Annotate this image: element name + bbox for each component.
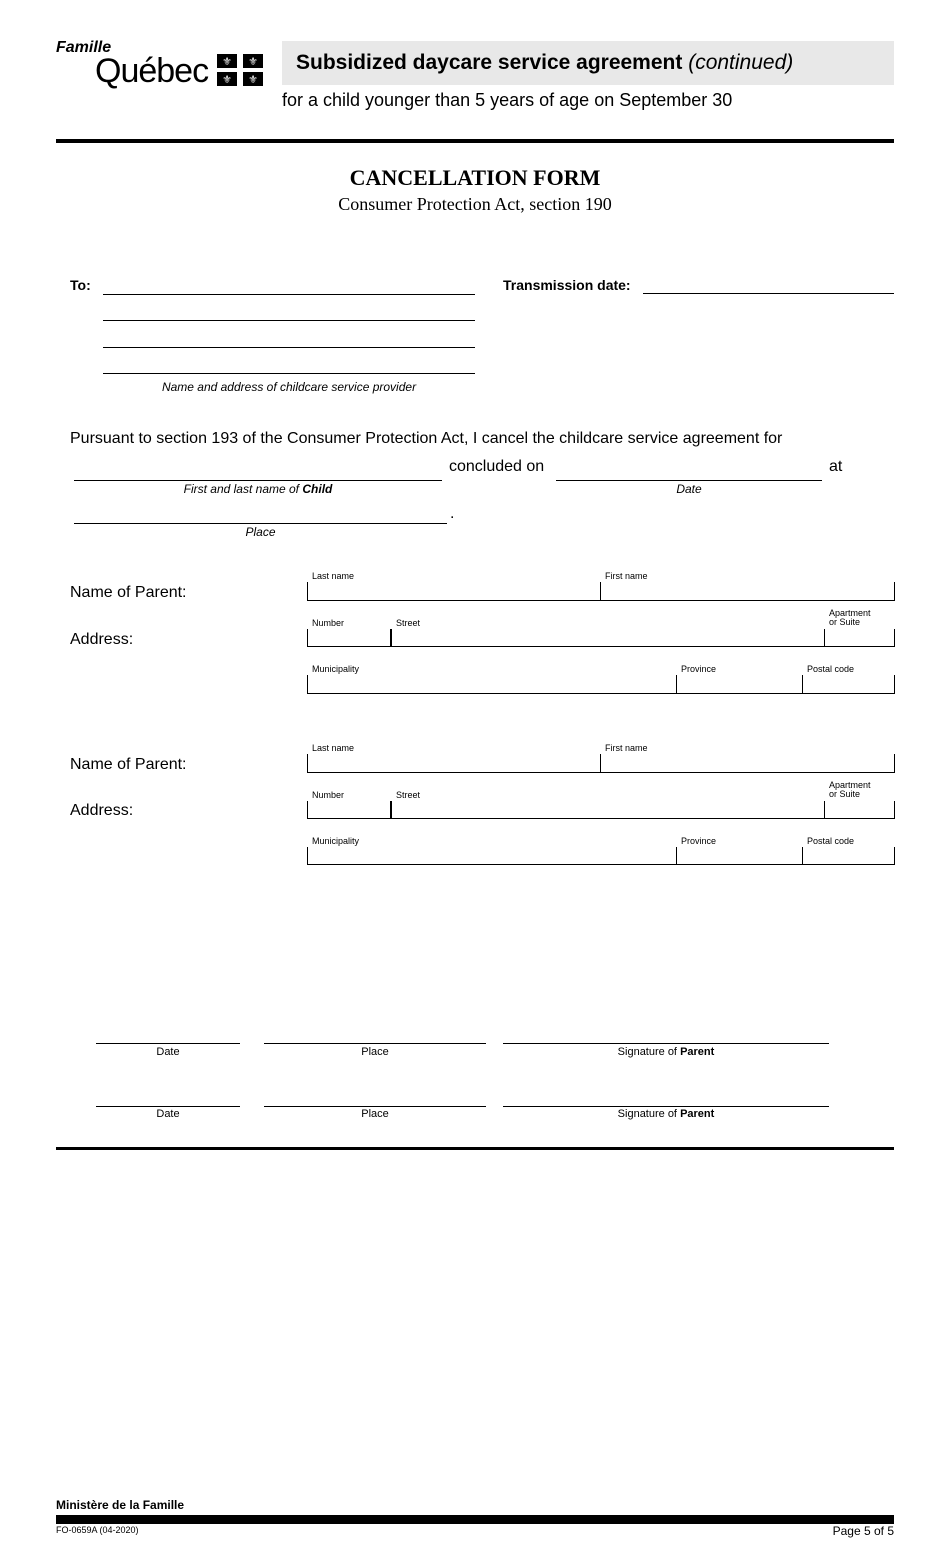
child-name-field[interactable] [74,480,442,481]
parent-signature-field[interactable] [503,1043,829,1044]
signature-date-label: Date [156,1046,180,1058]
child-caption-prefix: First and last name of [183,482,300,496]
number-label: Number [312,618,345,628]
header-title [296,51,793,75]
place-field[interactable] [74,523,447,524]
apartment-field[interactable] [824,801,895,819]
signature-date-field[interactable] [96,1106,240,1107]
child-name-caption [74,482,442,496]
svg-text:⚜: ⚜ [222,73,232,86]
province-label: Province [681,836,717,846]
period-text: . [450,505,455,522]
parent-signature-field[interactable] [503,1106,829,1107]
provider-address-field-2[interactable] [103,347,475,348]
pursuant-text: Pursuant to section 193 of the Consumer Protection Act, I cancel the childcare service agreement for [70,430,783,447]
svg-text:⚜: ⚜ [248,55,258,68]
place-caption: Place [245,525,276,539]
footer-bar [56,1515,894,1524]
provider-address-field-1[interactable] [103,320,475,321]
parent-name-label: Name of Parent: [70,584,187,601]
svg-text:⚜: ⚜ [248,73,258,86]
apartment-label [829,781,871,799]
footer-page-number: Page 5 of 5 [832,1524,894,1538]
province-label: Province [681,664,717,674]
apartment-field[interactable] [824,629,895,647]
form-subtitle: Consumer Protection Act, section 190 [338,194,612,214]
header-title-suffix: (continued) [688,51,794,74]
provider-address-field-3[interactable] [103,373,475,374]
top-divider [56,139,894,143]
address-label: Address: [70,802,134,819]
apartment-label-line1: Apartment [829,608,871,618]
municipality-label: Municipality [312,664,360,674]
bottom-divider [56,1147,894,1150]
province-field[interactable] [676,675,803,694]
first-name-label: First name [605,571,648,581]
signature-date-field[interactable] [96,1043,240,1044]
municipality-field[interactable] [307,675,677,694]
footer-form-code: FO-0659A (04-2020) [56,1525,139,1535]
header-title-text: Subsidized daycare service agreement [296,51,683,74]
street-field[interactable] [390,629,826,647]
logo-famille-text: Famille [56,39,112,56]
parent-name-label: Name of Parent: [70,756,187,773]
transmission-date-field[interactable] [643,293,894,294]
number-label: Number [312,790,345,800]
apartment-label [829,609,871,627]
signature-place-field[interactable] [264,1106,486,1107]
parent-signature-label [503,1046,829,1058]
municipality-field[interactable] [307,847,677,865]
postal-code-field[interactable] [802,847,895,865]
logo-quebec-text: Québec [95,52,209,90]
provider-caption: Name and address of childcare service provider [161,380,417,394]
quebec-flag-icon [217,54,263,86]
apartment-label-line1: Apartment [829,780,871,790]
date-caption: Date [676,482,702,496]
signature-bold: Parent [680,1046,715,1058]
signature-bold: Parent [680,1108,715,1120]
street-field[interactable] [390,801,826,819]
number-field[interactable] [307,801,391,819]
last-name-field[interactable] [307,754,601,773]
province-field[interactable] [676,847,803,865]
signature-date-label: Date [156,1108,180,1120]
last-name-label: Last name [312,743,355,753]
first-name-label: First name [605,743,648,753]
header-subtitle: for a child younger than 5 years of age on September 30 [282,90,733,110]
postal-code-label: Postal code [807,836,855,846]
street-label: Street [396,618,421,628]
apartment-label-line2: or Suite [829,789,861,799]
svg-text:⚜: ⚜ [222,55,232,68]
parent-signature-label [503,1108,829,1120]
postal-code-label: Postal code [807,664,855,674]
last-name-field[interactable] [307,582,601,601]
postal-code-field[interactable] [802,675,895,694]
apartment-label-line2: or Suite [829,617,861,627]
street-label: Street [396,790,421,800]
form-title: CANCELLATION FORM [349,165,601,190]
concluded-date-field[interactable] [556,480,822,481]
signature-place-label: Place [361,1046,389,1058]
address-label: Address: [70,631,134,648]
last-name-label: Last name [312,571,355,581]
at-text: at [829,458,843,475]
signature-prefix: Signature of [617,1108,677,1120]
concluded-on-text: concluded on [449,458,545,475]
first-name-field[interactable] [600,754,895,773]
provider-name-field[interactable] [103,294,475,295]
signature-prefix: Signature of [617,1046,677,1058]
number-field[interactable] [307,629,391,647]
signature-place-label: Place [361,1108,389,1120]
first-name-field[interactable] [600,582,895,601]
transmission-date-label: Transmission date: [503,277,631,293]
child-caption-bold: Child [302,482,333,496]
footer-ministry: Ministère de la Famille [56,1498,185,1512]
signature-place-field[interactable] [264,1043,486,1044]
municipality-label: Municipality [312,836,360,846]
to-label: To: [70,277,91,293]
